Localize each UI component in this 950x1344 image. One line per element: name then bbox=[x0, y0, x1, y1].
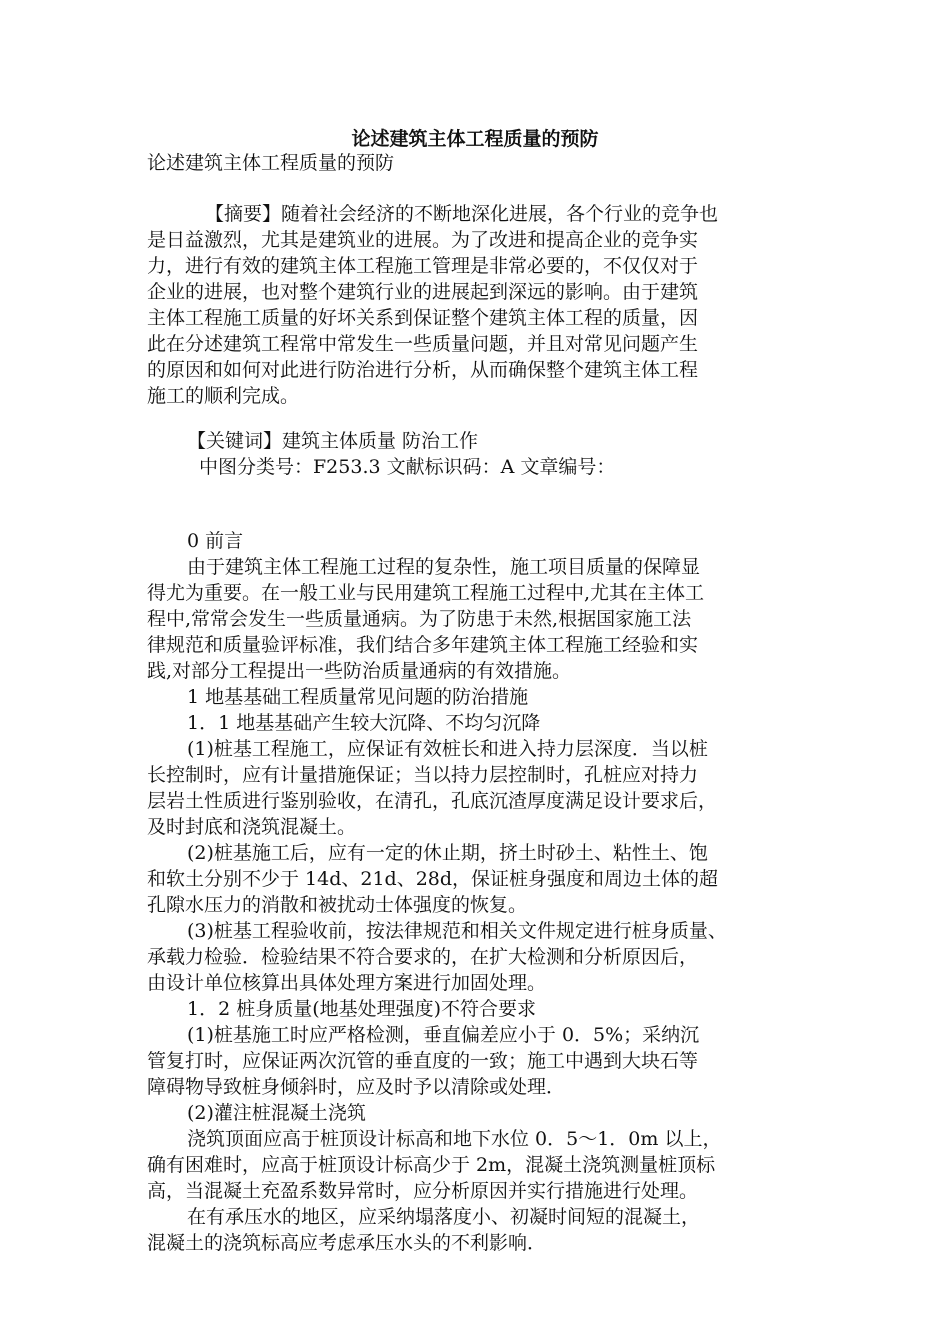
section-heading: 0 前言 bbox=[187, 530, 244, 552]
keywords: 【关键词】建筑主体质量 防治工作 bbox=[187, 430, 479, 452]
body-line: 长控制时，应有计量措施保证；当以持力层控制时，孔桩应对持力 bbox=[147, 764, 699, 786]
abstract-line: 此在分述建筑工程常中常发生一些质量问题，并且对常见问题产生 bbox=[147, 333, 699, 355]
abstract-line: 施工的顺利完成。 bbox=[147, 385, 300, 407]
body-line: (2)桩基施工后，应有一定的休止期，挤土时砂土、粘性土、饱 bbox=[187, 842, 708, 864]
abstract-line: 力，进行有效的建筑主体工程施工管理是非常必要的，不仅仅对于 bbox=[147, 255, 699, 277]
abstract-line: 企业的进展，也对整个建筑行业的进展起到深远的影响。由于建筑 bbox=[147, 281, 699, 303]
body-line: 由于建筑主体工程施工过程的复杂性，施工项目质量的保障显 bbox=[187, 556, 701, 578]
body-line: 得尤为重要。在一般工业与民用建筑工程施工过程中,尤其在主体工 bbox=[147, 582, 705, 604]
section-heading: 1 地基基础工程质量常见问题的防治措施 bbox=[187, 686, 529, 708]
subsection-heading: 1．2 桩身质量(地基处理强度)不符合要求 bbox=[187, 998, 537, 1020]
doc-title: 论述建筑主体工程质量的预防 bbox=[351, 128, 599, 150]
body-line: 层岩土性质进行鉴别验收，在清孔，孔底沉渣厚度满足设计要求后， bbox=[147, 790, 718, 812]
body-line: 浇筑顶面应高于桩顶设计标高和地下水位 0．5～1．0m 以上， bbox=[187, 1128, 722, 1150]
body-line: (1)桩基工程施工，应保证有效桩长和进入持力层深度．当以桩 bbox=[187, 738, 708, 760]
body-line: 及时封底和浇筑混凝土。 bbox=[147, 816, 357, 838]
body-line: 由设计单位核算出具体处理方案进行加固处理。 bbox=[147, 972, 547, 994]
body-line: 律规范和质量验评标准，我们结合多年建筑主体工程施工经验和实 bbox=[147, 634, 699, 656]
doc-subtitle: 论述建筑主体工程质量的预防 bbox=[147, 152, 395, 174]
abstract-line: 的原因和如何对此进行防治进行分析，从而确保整个建筑主体工程 bbox=[147, 359, 699, 381]
abstract-line: 主体工程施工质量的好坏关系到保证整个建筑主体工程的质量，因 bbox=[147, 307, 699, 329]
body-line: (3)桩基工程验收前，按法律规范和相关文件规定进行桩身质量、 bbox=[187, 920, 727, 942]
body-line: (2)灌注桩混凝土浇筑 bbox=[187, 1102, 366, 1124]
abstract-line: 是日益激烈，尤其是建筑业的进展。为了改进和提高企业的竞争实 bbox=[147, 229, 699, 251]
body-line: 混凝土的浇筑标高应考虑承压水头的不利影响． bbox=[147, 1232, 547, 1254]
subsection-heading: 1．1 地基基础产生较大沉降、不均匀沉降 bbox=[187, 712, 541, 734]
body-line: (1)桩基施工时应严格检测，垂直偏差应小于 0．5%；采纳沉 bbox=[187, 1024, 700, 1046]
body-line: 程中,常常会发生一些质量通病。为了防患于未然,根据国家施工法 bbox=[147, 608, 692, 630]
body-line: 管复打时，应保证两次沉管的垂直度的一致；施工中遇到大块石等 bbox=[147, 1050, 699, 1072]
body-line: 和软土分别不少于 14d、21d、28d，保证桩身强度和周边土体的超 bbox=[147, 868, 719, 890]
classification: 中图分类号：F253.3 文献标识码：A 文章编号： bbox=[199, 456, 616, 478]
abstract-line: 【摘要】随着社会经济的不断地深化进展，各个行业的竞争也 bbox=[205, 203, 719, 225]
body-line: 高，当混凝土充盈系数异常时，应分析原因并实行措施进行处理。 bbox=[147, 1180, 699, 1202]
body-line: 孔隙水压力的消散和被扰动士体强度的恢复。 bbox=[147, 894, 528, 916]
body-line: 障碍物导致桩身倾斜时，应及时予以清除或处理． bbox=[147, 1076, 566, 1098]
body-line: 承载力检验．检验结果不符合要求的，在扩大检测和分析原因后， bbox=[147, 946, 699, 968]
body-line: 确有困难时，应高于桩顶设计标高少于 2m，混凝土浇筑测量桩顶标 bbox=[147, 1154, 716, 1176]
body-line: 践,对部分工程提出一些防治质量通病的有效措施。 bbox=[147, 660, 572, 682]
body-line: 在有承压水的地区，应采纳塌落度小、初凝时间短的混凝土， bbox=[187, 1206, 701, 1228]
